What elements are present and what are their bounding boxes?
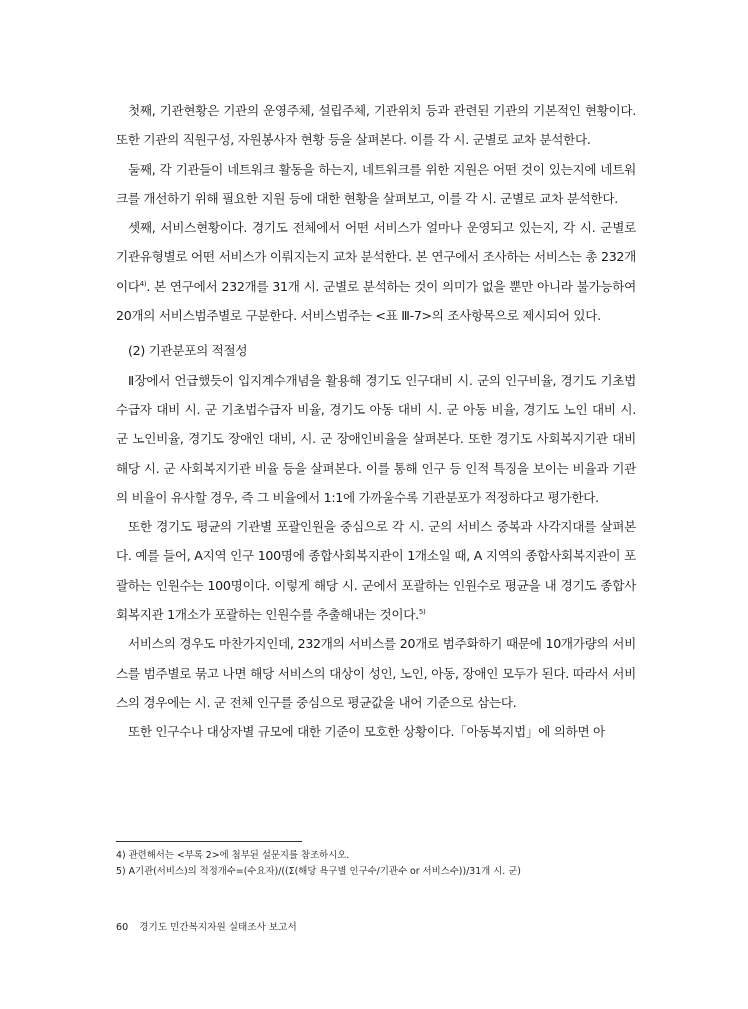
- paragraph-first: 첫째, 기관현황은 기관의 운영주체, 설립주체, 기관위치 등과 관련된 기관의 기본적인 현황이다. 또한 기관의 직원구성, 자원봉사자 현황 등을 살펴본다. 이를 각 시. 군별로 교차 분석한다.: [116, 103, 636, 148]
- footnotes: [116, 848, 636, 879]
- body-text: [116, 96, 636, 747]
- page-number: 60: [116, 922, 129, 933]
- paragraph-criteria: 또한 인구수나 대상자별 규모에 대한 기준이 모호한 상황이다.「아동복지법」에 의하면 아: [128, 724, 605, 740]
- paragraph-third-text: 셋째, 서비스현황이다. 경기도 전체에서 어떤 서비스가 얼마나 운영되고 있는지, 각 시. 군별로 기관유형별로 어떤 서비스가 이뤄지는지 교차 분석한다. 본 연구에서 조사하는 서비스는 총 232개이다: [116, 220, 636, 294]
- footnote-divider: [116, 841, 302, 842]
- page-footer: [116, 919, 297, 933]
- paragraph-coverage: [116, 512, 636, 629]
- paragraph-distribution: Ⅱ장에서 언급했듯이 입지계수개념을 활용해 경기도 인구대비 시. 군의 인구비율, 경기도 기초법수급자 대비 시. 군 기초법수급자 비율, 경기도 아동 대비 시. 군 아동 비율, 경기도 노인 대비 시. 군 노인비율, 경기도 장애인 대비, 시. 군 장애인비율을 살펴본다. 또한 경기도 사회복지기관 대비 해당 시. 군 사회복지기관 비율 등을 살펴본다. 이를 통해 인구 등 인적 특징을 보이는 비율과 기관의 비율이 유사할 경우, 즉 그 비율에서 1:1에 가까울수록 기관분포가 적정하다고 평가한다.: [116, 372, 636, 505]
- paragraph-third: [116, 213, 636, 330]
- report-title: 경기도 민간복지자원 실태조사 보고서: [139, 922, 297, 933]
- footnote-4: 4) 관련해서는 <부록 2>에 첨부된 설문지를 참조하시오.: [116, 850, 350, 861]
- section-heading: (2) 기관분포의 적절성: [128, 343, 248, 359]
- footnote-5: 5) A기관(서비스)의 적정개수=(수요자)/((Σ(해당 욕구별 인구수/기관수 or 서비스수))/31개 시. 군): [116, 865, 521, 877]
- paragraph-coverage-text: 또한 경기도 평균의 기관별 포괄인원을 중심으로 각 시. 군의 서비스 중복과 사각지대를 살펴본다. 예를 들어, A지역 인구 100명에 종합사회복지관이 1개소일 때, A 지역의 종합사회복지관이 포괄하는 인원수는 100명이다. 이렇게 해당 시. 군에서 포괄하는 인원수로 평균을 내 경기도 종합사회복지관 1개소가 포괄하는 인원수를 추출해내는 것이다.: [116, 519, 636, 623]
- paragraph-second: 둘째, 각 기관들이 네트워크 활동을 하는지, 네트워크를 위한 지원은 어떤 것이 있는지에 네트워크를 개선하기 위해 필요한 지원 등에 대한 현황을 살펴보고, 이를 각 시. 군별로 교차 분석한다.: [116, 161, 636, 206]
- paragraph-services: 서비스의 경우도 마찬가지인데, 232개의 서비스를 20개로 범주화하기 때문에 10개가량의 서비스를 범주별로 묶고 나면 해당 서비스의 대상이 성인, 노인, 아동, 장애인 모두가 된다. 따라서 서비스의 경우에는 시. 군 전체 인구를 중심으로 평균값을 내어 기준으로 삼는다.: [116, 636, 636, 710]
- footnote-ref-5: 5): [418, 608, 426, 617]
- paragraph-third-rest: . 본 연구에서 232개를 31개 시. 군별로 분석하는 것이 의미가 없을 뿐만 아니라 불가능하여 20개의 서비스범주별로 구분한다. 서비스범주는 <표 Ⅲ-7>의 조사항목으로 제시되어 있다.: [116, 278, 636, 324]
- footnote-ref-4: 4): [139, 279, 147, 288]
